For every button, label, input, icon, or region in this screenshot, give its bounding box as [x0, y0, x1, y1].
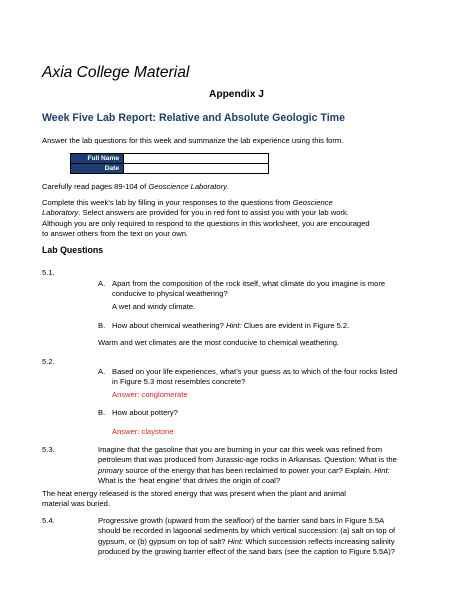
question-5-1-b: How about chemical weathering? Hint: Clues are evident in Figure 5.2.	[112, 321, 350, 330]
instructions-paragraph: Complete this week’s lab by filling in your responses to the questions from Geoscience Laboratory. Select answers are provided for you in red font to assist you with your lab work. Although you are only required to respond to the questions in this worksheet, you are encouraged to answer others from the text on your own.	[42, 198, 370, 239]
reading-assignment: Carefully read pages 89-104 of Geoscience Laboratory.	[42, 182, 230, 191]
book-title: Geoscience Laboratory	[148, 182, 227, 191]
question-5-2-b-label: B.	[98, 408, 106, 417]
question-number-5-4: 5.4.	[42, 516, 55, 525]
question-5-1-a: Apart from the composition of the rock itself, what climate do you imagine is more conducive to physical weathering?	[112, 279, 386, 299]
full-name-field[interactable]	[124, 154, 269, 164]
page-title: Week Five Lab Report: Relative and Absolute Geologic Time	[42, 112, 345, 124]
question-5-2-a-label: A.	[98, 367, 106, 376]
full-name-label: Full Name	[71, 154, 124, 164]
section-title: Lab Questions	[42, 245, 104, 255]
question-number-5-3: 5.3.	[42, 445, 55, 454]
answer-5-1-a: A wet and windy climate.	[112, 302, 196, 311]
appendix-label: Appendix J	[209, 89, 264, 100]
question-5-3: Imagine that the gasoline that you are burning in your car this week was refined from petroleum that was produced from Jurassic-age rocks in Arkansas. Question: What is the primary source of the energy that has been reclaimed to power your car? Explain. Hint: What is the ‘heat engine’ that drives the origin of coal?	[98, 445, 397, 486]
date-label: Date	[71, 164, 124, 174]
answer-5-2-b: Answer: claystone	[112, 427, 174, 436]
question-5-4: Progressive growth (upward from the seafloor) of the barrier sand bars in Figure 5.5A should be recorded in lagoonal sediments by which vertical succession: (a) salt on top of gypsum, or (b) gypsum on top of salt? Hint: Which succession reflects increasing salinity produced by the growing barrier effect of the sand bars (see the caption to Figure 5.5A)?	[98, 516, 396, 557]
answer-5-1-b: Warm and wet climates are the most conducive to chemical weathering.	[98, 338, 340, 347]
form-row-full-name	[71, 154, 269, 164]
question-number-5-1: 5.1.	[42, 268, 55, 277]
answer-5-3: The heat energy released is the stored energy that was present when the plant and animal material was buried.	[42, 489, 346, 509]
question-5-2-b: How about pottery?	[112, 408, 178, 417]
info-form	[70, 153, 269, 174]
question-number-5-2: 5.2.	[42, 357, 55, 366]
question-5-2-a: Based on your life experiences, what’s your guess as to which of the four rocks listed in Figure 5.3 most resembles concrete?	[112, 367, 398, 387]
date-field[interactable]	[124, 164, 269, 174]
answer-5-2-a: Answer: conglomerate	[112, 390, 188, 399]
question-5-1-a-label: A.	[98, 279, 106, 288]
intro-text: Answer the lab questions for this week and summarize the lab experience using this form.	[42, 136, 344, 145]
form-row-date	[71, 164, 269, 174]
college-title: Axia College Material	[42, 64, 190, 81]
question-5-1-b-label: B.	[98, 321, 106, 330]
